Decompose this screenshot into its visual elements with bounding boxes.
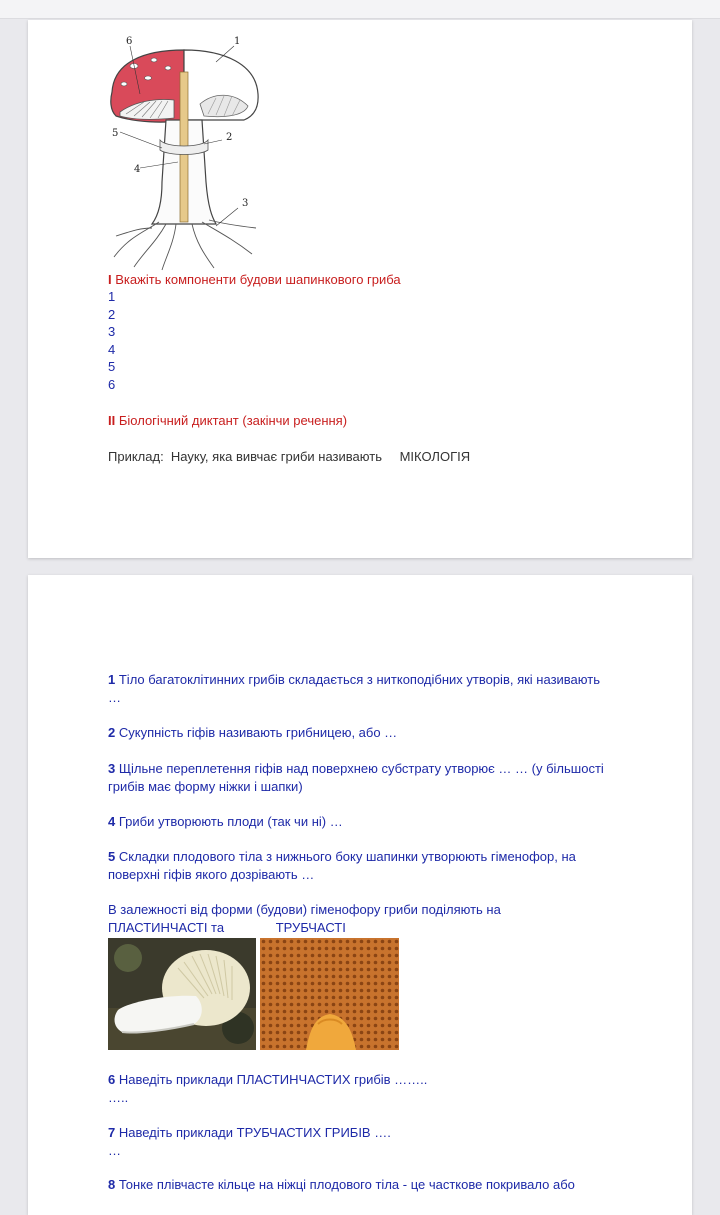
question-text: Наведіть приклади ПЛАСТИНЧАСТИХ грибів …….. [118,1072,428,1087]
question-number: 5 [108,849,116,864]
example-answer: МІКОЛОГІЯ [399,449,471,464]
type-lamellar: ПЛАСТИНЧАСТІ та [108,920,225,935]
question-2 [108,724,608,742]
list-item: 5 [108,359,116,375]
document-page-2 [28,575,692,1215]
question-number: 8 [108,1177,116,1192]
cap-spot [145,76,152,80]
question-4 [108,813,608,831]
question-number: 4 [108,814,116,829]
list-item: 1 [108,289,116,304]
figure-label: 6 [126,36,133,47]
question-5 [108,848,608,884]
section-2-heading [108,412,347,429]
tubular-mushroom-photo [260,938,399,1050]
question-number: 3 [108,761,116,776]
list-item: 3 [108,324,116,340]
question-7 [108,1124,608,1160]
type-tubular: ТРУБЧАСТІ [275,920,346,935]
hymenophore-text [108,901,608,937]
section-1-roman: I [108,272,112,287]
question-6 [108,1071,608,1107]
question-text: Наведіть приклади ТРУБЧАСТИХ ГРИБІВ …. [118,1125,391,1140]
answer-placeholder: … [108,1143,121,1158]
question-3 [108,760,608,796]
example-line [108,448,470,465]
question-number: 2 [108,725,116,740]
figure-label: 5 [112,128,119,139]
figure-label: 3 [242,198,249,209]
question-8 [108,1176,612,1194]
answer-placeholder: ….. [108,1090,129,1105]
question-number: 7 [108,1125,116,1140]
question-text: Складки плодового тіла з нижнього боку шапинки утворюють гіменофор, на поверхні гіфів якого дозрівають … [108,849,576,882]
figure-label: 1 [234,36,241,47]
document-page-1 [28,20,692,558]
list-item: 2 [108,306,116,322]
cap-spot [121,82,127,86]
question-text: Гриби утворюють плоди (так чи ні) … [118,814,343,829]
question-text: Тіло багатоклітинних грибів складається з ниткоподібних утворів, які називають … [108,672,600,705]
viewer-top-bar [0,0,720,19]
list-item: 6 [108,376,116,392]
question-text: Сукупність гіфів називають грибницею, або … [118,725,398,740]
section-2-title: Біологічний диктант (закінчи речення) [118,413,348,428]
cap-spot [165,66,171,70]
question-number: 1 [108,672,116,687]
section-2-roman: II [108,413,116,428]
figure-label: 2 [226,132,233,143]
question-text: Тонке плівчасте кільце на ніжці плодового тіла - це часткове покривало або [118,1177,575,1192]
list-item: 4 [108,341,116,357]
lamellar-mushroom-photo [108,938,256,1050]
mushroom-structure-figure [104,32,264,272]
section-1-title: Вкажіть компоненти будови шапинкового гриба [115,272,401,287]
example-label: Приклад: [108,449,164,464]
hymenophore-sentence: В залежності від форми (будови) гіменофору гриби поділяють на [108,902,501,917]
cap-spot [151,58,157,62]
section-1-list [108,288,115,394]
section-1-heading [108,271,401,288]
figure-label: 4 [134,164,141,175]
question-1 [108,671,608,707]
question-text: Щільне переплетення гіфів над поверхнею субстрату утворює … … (у більшості грибів має форму ніжки і шапки) [108,761,604,794]
example-text: Науку, яка вивчає гриби називають [170,449,382,464]
question-number: 6 [108,1072,116,1087]
mycelium [114,220,256,270]
